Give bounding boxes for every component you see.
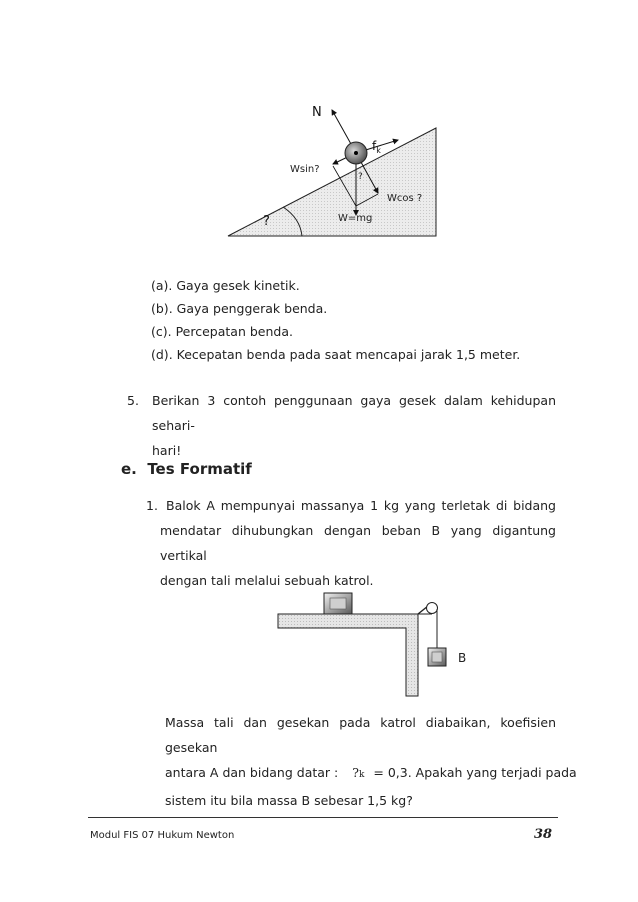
footer-title: Modul FIS 07 Hukum Newton — [90, 830, 235, 841]
label-friction: $f_k$ — [372, 139, 381, 155]
q5-text — [152, 388, 556, 463]
pulley — [427, 603, 438, 614]
page-number: 38 — [534, 827, 553, 842]
item-a: (a). Gaya gesek kinetik. — [151, 278, 300, 293]
section-heading: e. Tes Formatif — [121, 460, 252, 478]
incline-wedge — [228, 128, 436, 236]
q5-line1: Berikan 3 contoh penggunaan gaya gesek dalam kehidupan sehari- — [152, 393, 556, 433]
formatif-q1-line2: mendatar dihubungkan dengan beban B yang digantung vertikal — [160, 523, 556, 563]
formatif-q1-cont — [165, 710, 577, 813]
label-block-b: B — [458, 651, 467, 665]
table-body — [278, 614, 418, 696]
pulley-figure — [270, 585, 480, 700]
q5-number: 5. — [127, 393, 139, 408]
label-wsin: Wsin? — [290, 164, 320, 175]
formatif-cont-line2: antara A dan bidang datar : ?k = 0,3. Apakah yang terjadi pada — [165, 765, 577, 780]
formatif-q1-text — [160, 493, 556, 593]
item-c: (c). Percepatan benda. — [151, 324, 293, 339]
item-b: (b). Gaya penggerak benda. — [151, 301, 328, 316]
label-wcos: Wcos ? — [387, 193, 423, 204]
label-normal: N — [312, 105, 322, 120]
formatif-q1-number: 1. — [146, 498, 158, 513]
label-theta-small: ? — [358, 172, 363, 182]
incline-figure — [225, 95, 445, 240]
label-angle: ? — [263, 214, 270, 229]
formatif-cont-line1: Massa tali dan gesekan pada katrol diabaikan, koefisien gesekan — [165, 715, 556, 755]
formatif-cont-line3: sistem itu bila massa B sebesar 1,5 kg? — [165, 793, 413, 808]
item-d: (d). Kecepatan benda pada saat mencapai jarak 1,5 meter. — [151, 347, 521, 362]
q5-line2: hari! — [152, 443, 182, 458]
label-weight: W=mg — [338, 213, 373, 224]
formatif-q1-line1: Balok A mempunyai massanya 1 kg yang terletak di bidang — [166, 498, 556, 513]
footer-rule — [88, 817, 558, 818]
formatif-q1-line3: dengan tali melalui sebuah katrol. — [160, 573, 374, 588]
